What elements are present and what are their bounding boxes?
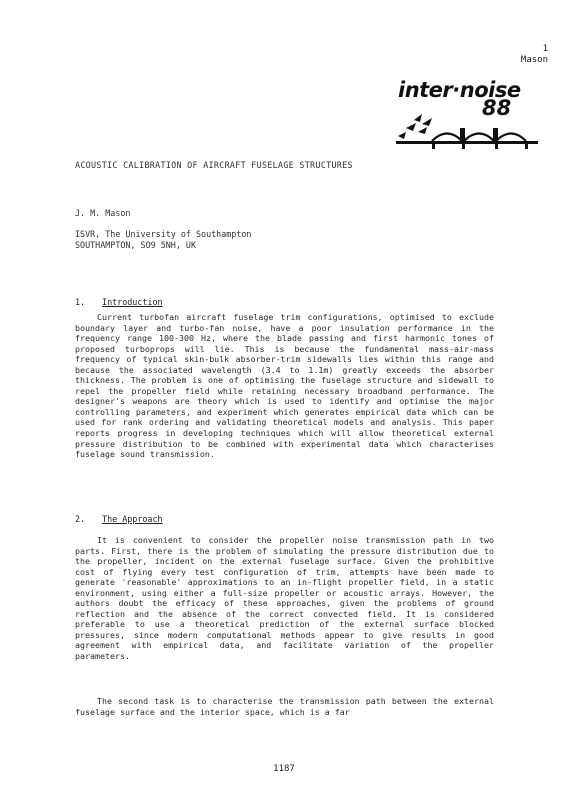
section-title: The Approach	[102, 514, 163, 524]
section-number: 1.	[75, 297, 86, 307]
affiliation-line1: ISVR, The University of Southampton	[75, 229, 252, 239]
paper-title: ACOUSTIC CALIBRATION OF AIRCRAFT FUSELAGE STRUCTURES	[75, 160, 353, 170]
paragraph-introduction: Current turbofan aircraft fuselage trim configurations, optimised to exclude boundary layer and turbo-fan noise, have a poor insulation performance in the frequency range 100-300 Hz, where the blade passing and first harmonic tones of proposed turboprops will lie. This is because the fundamental mass-air-mass frequency of typical skin-bulk absorber-trim sidewalls lies within this range and because the associated wavelength (3.4 to 1.1m) greatly exceeds the absorber thickness. The problem is one of optimising the fuselage structure and sidewall to repel the propeller field while retaining necessary broadband performance. The designer's weapons are theory which is used to identify and optimise the major controlling parameters, and experiment which generates empirical data which can be used for rank ordering and validating theoretical models and analysis. This paper reports progress in developing techniques which will allow theoretical external pressure distribution to be combined with experimental data which characterises fuselage sound transmission.	[75, 312, 494, 460]
paragraph-approach-1: It is convenient to consider the propeller noise transmission path in two parts. First, there is the problem of simulating the pressure distribution due to the propeller, incident on the external fuselage surface. Given the prohibitive cost of flying every test configuration of trim, attempts have been made to generate 'reasonable' approximations to an in-flight propeller field, in a static environment, using either a full-size propeller or acoustic arrays. However, the authors doubt the efficacy of these approaches, given the problems of ground reflection and the absence of the correct convected field. It is considered preferable to use a theoretical prediction of the external surface blocked pressures, since modern computational methods appear to give results in good agreement with empirical data, and facilitate variation of the propeller parameters.	[75, 535, 494, 662]
logo-bridge-graphic	[392, 114, 542, 150]
page-number-footer: 1187	[273, 764, 295, 774]
logo-text-line1: inter·noise	[398, 78, 521, 102]
paragraph-approach-2: The second task is to characterise the transmission path between the external fuselage surface and the interior space, which is a far	[75, 696, 494, 717]
section-heading-introduction	[75, 297, 163, 307]
page-number-top: 1	[542, 44, 548, 54]
affiliation-line2: SOUTHAMPTON, SO9 5NH, UK	[75, 240, 197, 250]
section-number: 2.	[75, 514, 86, 524]
logo-text-line2: 88	[482, 96, 512, 120]
conference-logo	[392, 78, 542, 150]
section-title: Introduction	[102, 297, 163, 307]
author-affiliation	[75, 229, 251, 251]
paper-author: J. M. Mason	[75, 208, 131, 218]
running-header	[521, 44, 548, 66]
running-author: Mason	[520, 55, 548, 65]
section-heading-approach	[75, 514, 163, 524]
